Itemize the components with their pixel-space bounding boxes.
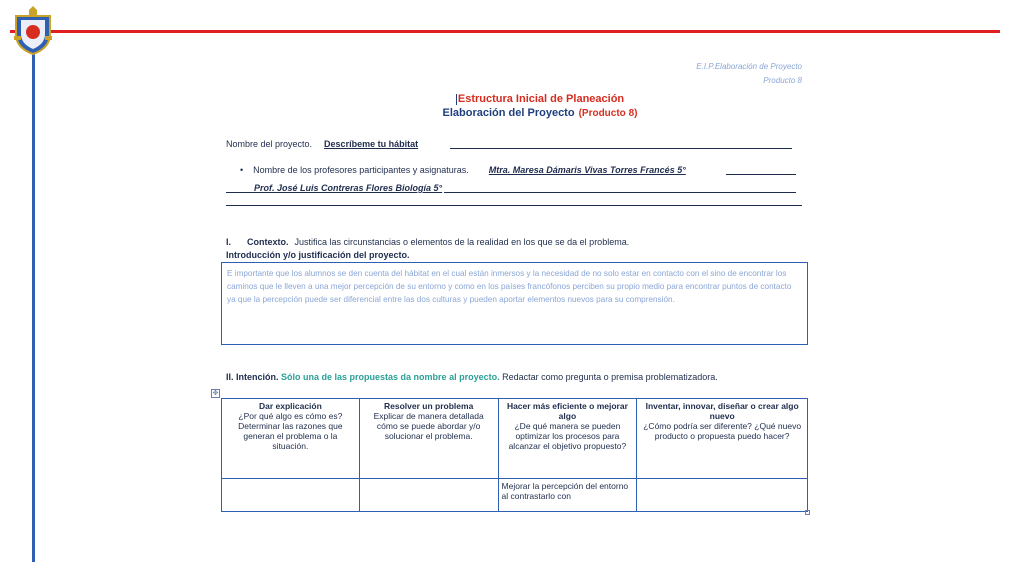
- professor-2-underline: [444, 192, 796, 193]
- title-main: Estructura Inicial de Planeación: [457, 93, 625, 105]
- intention-label: II. Intención.: [226, 372, 279, 382]
- column-title: Dar explicación: [258, 401, 322, 411]
- professor-2-lead-underline: [226, 192, 254, 193]
- column-desc: Explicar de manera detallada cómo se puede abordar y/o solucionar el problema.: [373, 411, 484, 441]
- context-heading: [226, 236, 629, 248]
- document-header: [696, 60, 802, 88]
- margin-blue-rule: [32, 40, 35, 562]
- intention-table: [221, 398, 808, 512]
- intention-heading: [226, 371, 718, 383]
- intro-heading: Introducción y/o justificación del proyecto.: [226, 250, 410, 260]
- table-header-row: [222, 399, 808, 479]
- table-answer-cell[interactable]: [222, 479, 360, 512]
- column-desc: ¿De qué manera se pueden optimizar los procesos para alcanzar el objetivo propuesto?: [508, 421, 627, 451]
- intention-text: Redactar como pregunta o premisa problematizadora.: [502, 372, 718, 382]
- professor-1-underline: [726, 174, 796, 175]
- project-name-underline: [450, 148, 792, 149]
- table-header-cell[interactable]: [498, 399, 637, 479]
- table-answer-cell[interactable]: Mejorar la percepción del entorno al contrastarlo con: [498, 479, 637, 512]
- project-name-value[interactable]: Descríbeme tu hábitat: [324, 139, 419, 149]
- table-move-handle-icon[interactable]: ✥: [212, 390, 219, 397]
- section-divider: [226, 205, 802, 206]
- context-label: Contexto.: [247, 237, 289, 247]
- text-cursor: [456, 94, 457, 105]
- title-product: (Producto 8): [578, 108, 638, 119]
- document-title: [380, 92, 700, 121]
- table-answer-cell[interactable]: [637, 479, 808, 512]
- professors-label: Nombre de los profesores participantes y asignaturas.: [253, 165, 469, 175]
- professors-line: [240, 164, 686, 176]
- bullet-icon: •: [240, 165, 244, 175]
- project-name-line: [226, 138, 418, 150]
- header-line-2: Producto 8: [763, 76, 802, 85]
- table-header-cell[interactable]: [359, 399, 498, 479]
- context-body: E importante que los alumnos se den cuenta del hábitat en el cual están inmersos y la necesidad de no solo estar en contacto con el sino de encontrar los caminos que le lleven a una mejor percepción de su entorno y como en los países francófonos perciben su propio medio para encontrar puntos de contacto ya que la percepción puede ser diferencial entre las dos culturas y pueden aportar elementos nuevos para su comprensión.: [227, 269, 792, 304]
- project-name-label: Nombre del proyecto.: [226, 139, 313, 149]
- professor-1-value[interactable]: Mtra. Maresa Dámaris Vivas Torres Francés 5°: [488, 165, 686, 175]
- context-roman: I.: [226, 237, 232, 247]
- school-crest-logo: [12, 6, 54, 56]
- table-answer-cell[interactable]: [359, 479, 498, 512]
- column-desc: ¿Cómo podría ser diferente? ¿Qué nuevo producto o propuesta puedo hacer?: [643, 421, 802, 441]
- context-text: Justifica las circunstancias o elementos de la realidad en los que se da el problema.: [294, 237, 630, 247]
- title-sub: Elaboración del Proyecto: [442, 107, 575, 119]
- column-desc: ¿Por qué algo es cómo es? Determinar las razones que generan el problema o la situación.: [238, 411, 343, 451]
- professor-2-value[interactable]: Prof. José Luis Contreras Flores Biología 5°: [254, 183, 443, 193]
- column-title: Inventar, innovar, diseñar o crear algo nuevo: [645, 401, 799, 421]
- table-resize-handle[interactable]: [805, 510, 810, 515]
- table-answer-row: [222, 479, 808, 512]
- header-line-1: E.I.P.Elaboración de Proyecto: [696, 62, 802, 71]
- table-header-cell[interactable]: [637, 399, 808, 479]
- column-title: Resolver un problema: [384, 401, 474, 411]
- intention-highlight: Sólo una de las propuestas da nombre al proyecto.: [281, 372, 500, 382]
- header-red-rule: [10, 30, 1000, 33]
- column-title: Hacer más eficiente o mejorar algo: [506, 401, 628, 421]
- context-textbox[interactable]: [221, 262, 808, 345]
- table-header-cell[interactable]: [222, 399, 360, 479]
